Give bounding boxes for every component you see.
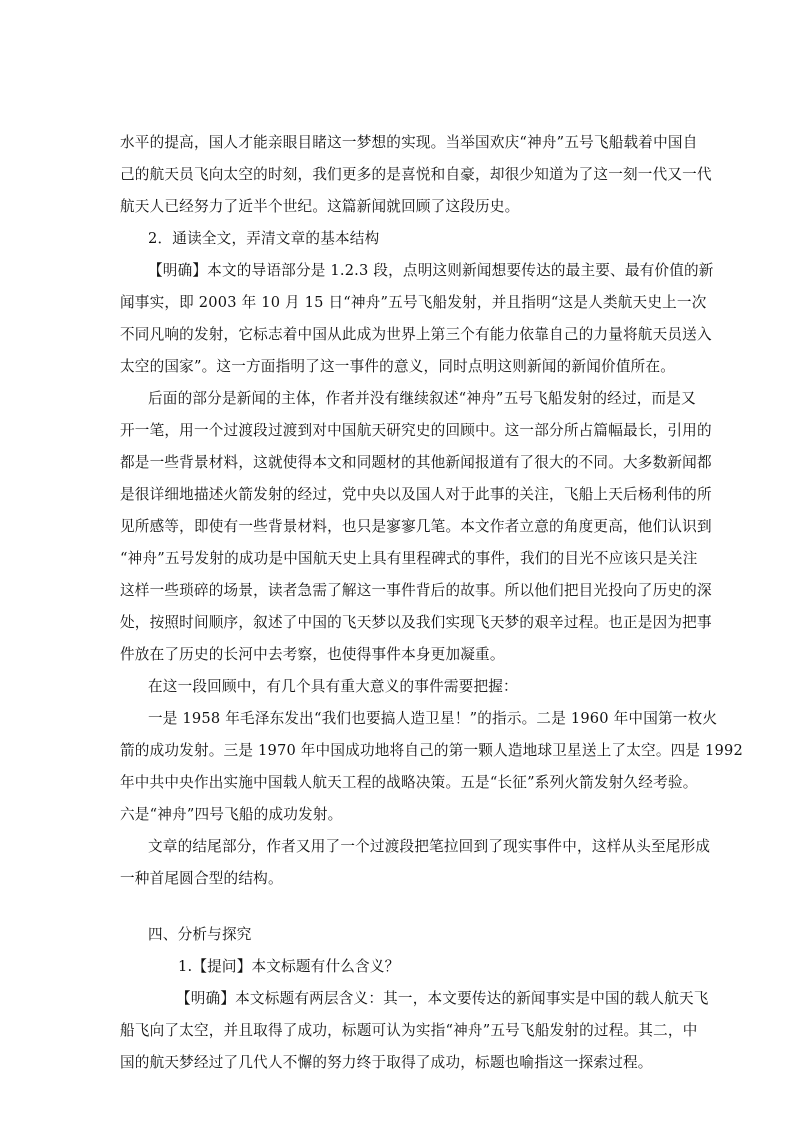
paragraph-line: 是很详细地描述火箭发射的经过，党中央以及国人对于此事的关注，飞船上天后杨利伟的所 — [120, 486, 712, 503]
paragraph-line: 处，按照时间顺序，叙述了中国的飞天梦以及我们实现飞天梦的艰辛过程。也正是因为把事 — [120, 614, 712, 631]
paragraph-line: 己的航天员飞向太空的时刻，我们更多的是喜悦和自豪，却很少知道为了这一刻一代又一代 — [120, 166, 712, 183]
paragraph-line: 航天人已经努力了近半个世纪。这篇新闻就回顾了这段历史。 — [120, 198, 520, 215]
paragraph-line: 在这一段回顾中，有几个具有重大意义的事件需要把握： — [148, 678, 518, 695]
paragraph-line: 【明确】本文的导语部分是 1.2.3 段，点明这则新闻想要传达的最主要、最有价值的新 — [148, 262, 714, 279]
paragraph-line: “神舟”五号发射的成功是中国航天史上具有里程碑式的事件，我们的目光不应该只是关注 — [120, 550, 698, 567]
question-line: 1.【提问】本文标题有什么含义？ — [178, 958, 400, 975]
paragraph-line: 六是“神舟”四号飞船的成功发射。 — [120, 806, 343, 823]
paragraph-line: 见所感等，即使有一些背景材料，也只是寥寥几笔。本文作者立意的角度更高，他们认识到 — [120, 518, 712, 535]
paragraph-line: 箭的成功发射。三是 1970 年中国成功地将自己的第一颗人造地球卫星送上了太空。四是 1992 — [120, 742, 743, 759]
paragraph-line: 【明确】本文标题有两层含义：其一，本文要传达的新闻事实是中国的载人航天飞 — [176, 990, 709, 1007]
paragraph-line: 年中共中央作出实施中国载人航天工程的战略决策。五是“长征”系列火箭发射久经考验。 — [120, 774, 698, 791]
paragraph-line: 件放在了历史的长河中去考察，也使得事件本身更加凝重。 — [120, 646, 505, 663]
paragraph-line: 水平的提高，国人才能亲眼目睹这一梦想的实现。当举国欢庆“神舟”五号飞船载着中国自 — [120, 134, 698, 151]
paragraph-line: 国的航天梦经过了几代人不懈的努力终于取得了成功，标题也喻指这一探索过程。 — [120, 1054, 653, 1071]
paragraph-line: 船飞向了太空，并且取得了成功，标题可认为实指“神舟”五号飞船发射的过程。其二，中 — [120, 1022, 698, 1039]
section-heading: 四、分析与探究 — [148, 926, 252, 943]
paragraph-line: 一是 1958 年毛泽东发出“我们也要搞人造卫星！”的指示。二是 1960 年中国第一枚火 — [148, 710, 718, 727]
paragraph-line: 闻事实，即 2003 年 10 月 15 日“神舟”五号飞船发射，并且指明“这是人类航天史上一次 — [120, 294, 707, 311]
paragraph-line: 不同凡响的发射，它标志着中国从此成为世界上第三个有能力依靠自己的力量将航天员送入 — [120, 326, 712, 343]
paragraph-line: 这样一些琐碎的场景，读者急需了解这一事件背后的故事。所以他们把目光投向了历史的深 — [120, 582, 712, 599]
paragraph-line: 后面的部分是新闻的主体，作者并没有继续叙述“神舟”五号飞船发射的经过，而是又 — [148, 390, 696, 407]
paragraph-line: 太空的国家”。这一方面指明了这一事件的意义，同时点明这则新闻的新闻价值所在。 — [120, 358, 676, 375]
paragraph-line: 文章的结尾部分，作者又用了一个过渡段把笔拉回到了现实事件中，这样从头至尾形成 — [148, 838, 711, 855]
paragraph-line: 一种首尾圆合型的结构。 — [120, 870, 283, 887]
paragraph-line: 都是一些背景材料，这就使得本文和同题材的其他新闻报道有了很大的不同。大多数新闻都 — [120, 454, 712, 471]
section-heading: 2．通读全文，弄清文章的基本结构 — [148, 230, 380, 247]
paragraph-line: 开一笔，用一个过渡段过渡到对中国航天研究史的回顾中。这一部分所占篇幅最长，引用的 — [120, 422, 712, 439]
